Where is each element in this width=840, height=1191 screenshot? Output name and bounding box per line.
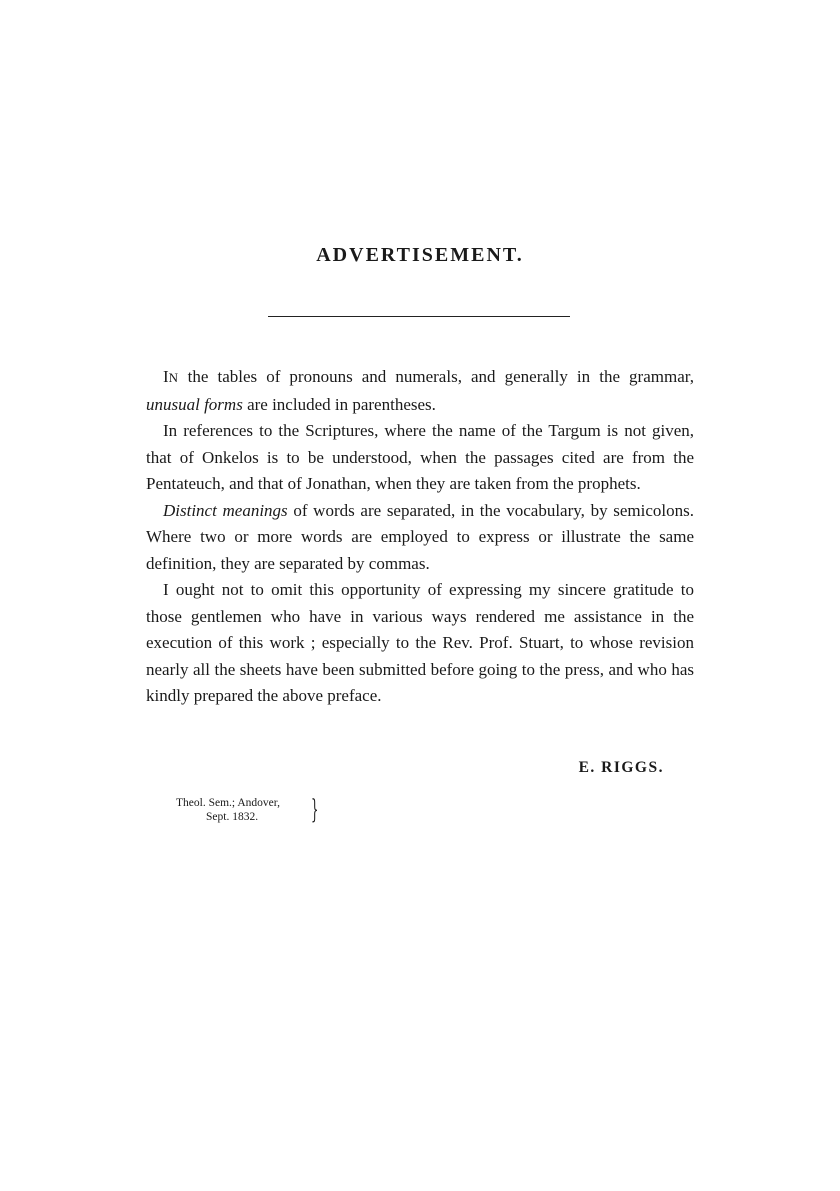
paragraph-3 (146, 498, 694, 578)
drop-initial: I (163, 367, 169, 386)
paragraph-3-emphasis: Distinct meanings (163, 500, 288, 520)
paragraph-1 (146, 364, 694, 418)
dateline-date: Sept. 1832. (206, 811, 259, 823)
small-cap-letter: N (168, 370, 179, 385)
paragraph-1-text-b: are included in parentheses. (242, 394, 436, 414)
author-signature: E. RIGGS. (578, 759, 664, 776)
dateline-brace: } (311, 795, 319, 825)
dateline (176, 796, 280, 824)
dateline-place: Theol. Sem.; Andover, (176, 797, 280, 809)
paragraph-4: I ought not to omit this opportunity of expressing my sincere gratitude to those gentlemen who have in various ways rendered me assistance in the execution of this work ; especially to the Rev. Prof. Stuart, to whose revision nearly all the sheets have been submitted before going to the press, and who has kindly prepared the above preface. (146, 580, 694, 705)
paragraph-1-emphasis: unusual forms (146, 394, 243, 414)
paragraph-1-text-a: the tables of pronouns and numerals, and generally in the grammar, (178, 367, 694, 386)
paragraph-2: In references to the Scriptures, where the name of the Targum is not given, that of Onkelos is to be understood, when the passages cited are from the Pentateuch, and that of Jonathan, when they are taken from the prophets. (146, 421, 694, 493)
advertisement-body (146, 364, 694, 710)
title-divider (268, 316, 570, 317)
paragraph-3-text: of words are separated, in the vocabulary, by semicolons. Where two or more words are employed to express or illustrate the same definition, they are separated by commas. (146, 500, 694, 573)
page-title: ADVERTISEMENT. (316, 244, 524, 266)
